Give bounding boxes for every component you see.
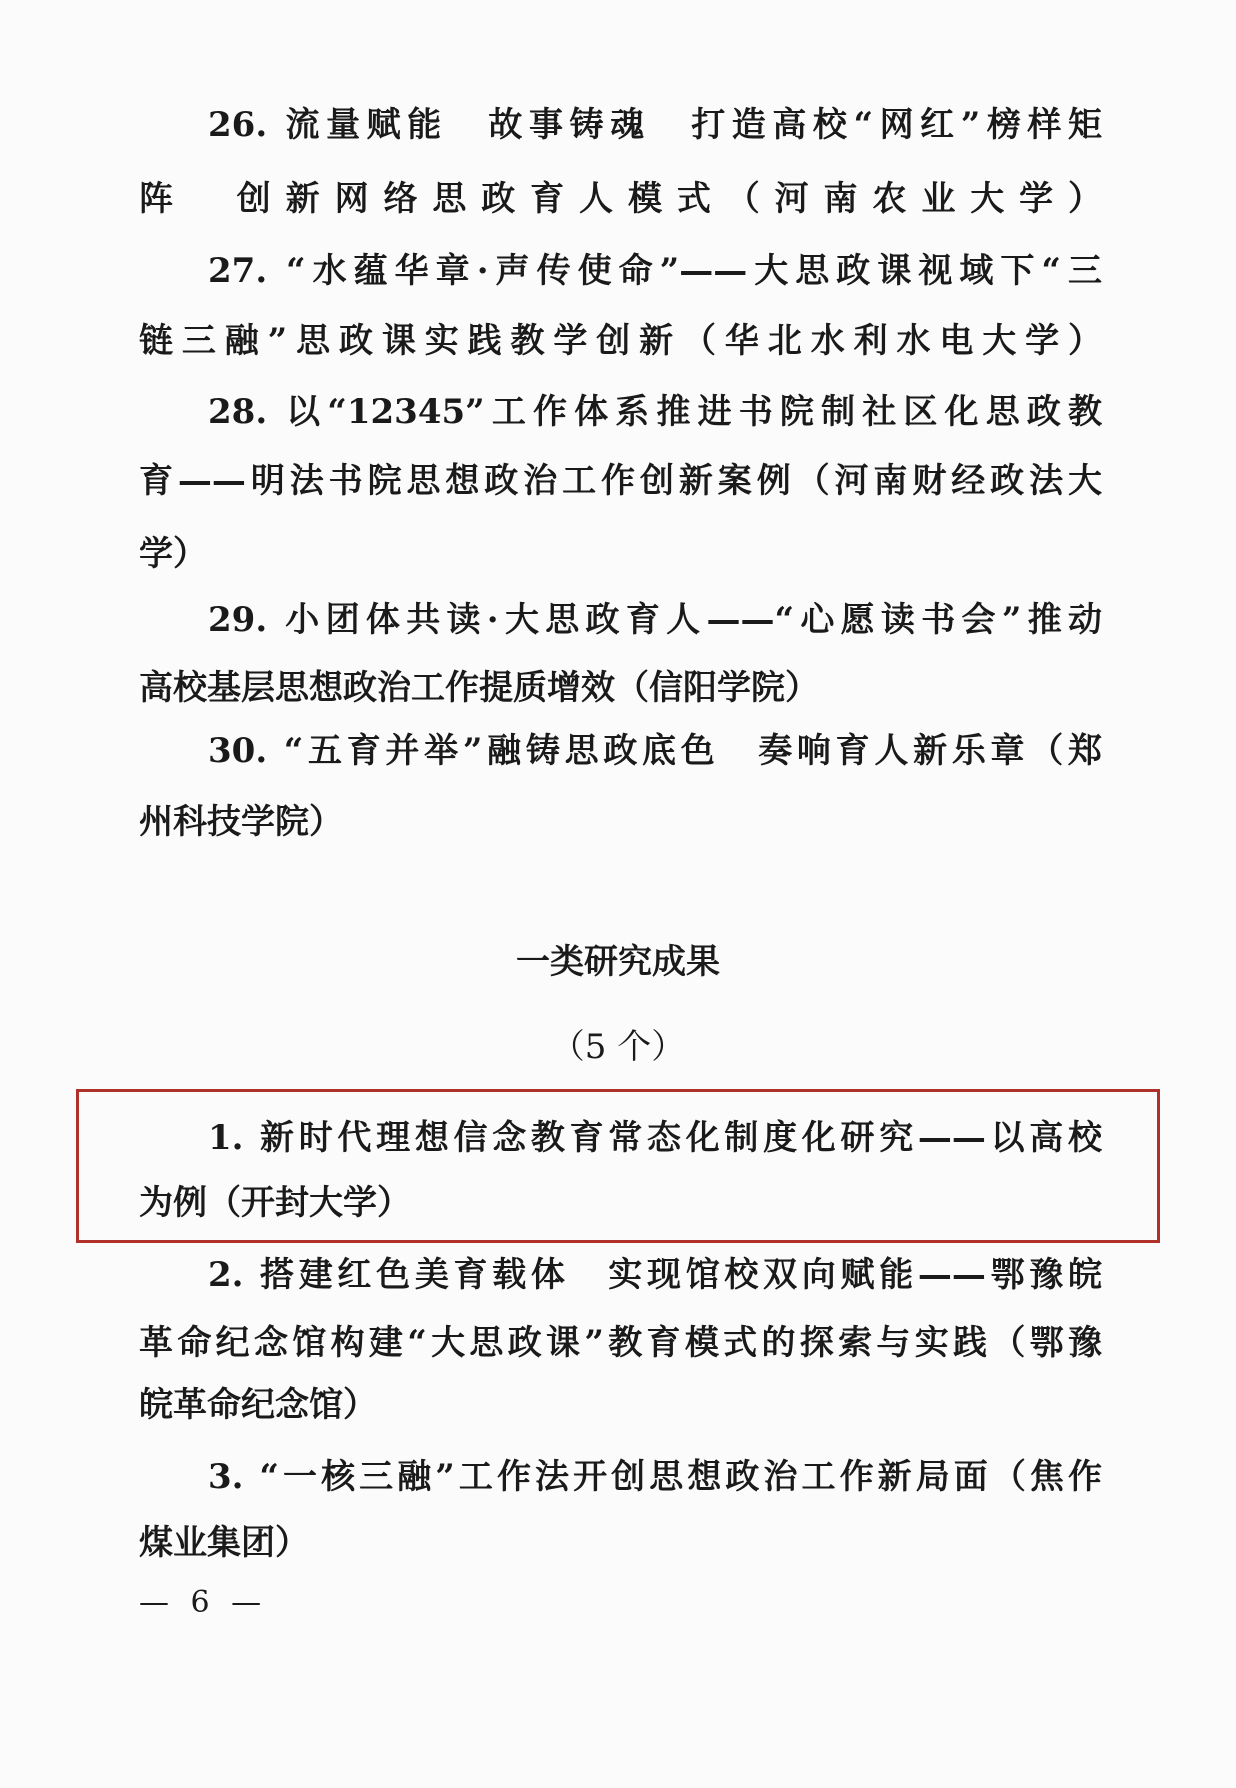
item-line: 为例（开封大学） (139, 1183, 411, 1223)
item-line: 链三融”思政课实践教学创新（华北水利水电大学） (139, 321, 1102, 361)
page-number: — 6 — (139, 1585, 268, 1620)
section-title: 一类研究成果 (516, 942, 720, 982)
item-line: 皖革命纪念馆） (139, 1385, 377, 1425)
item-line: 阵 创新网络思政育人模式（河南农业大学） (139, 179, 1102, 219)
item-line: 29. 小团体共读·大思政育人——“心愿读书会”推动 (208, 600, 1102, 640)
item-line: 27. “水蕴华章·声传使命”——大思政课视域下“三 (208, 251, 1102, 291)
item-line: 26. 流量赋能 故事铸魂 打造高校“网红”榜样矩 (208, 105, 1102, 145)
item-line: 1. 新时代理想信念教育常态化制度化研究——以高校 (208, 1118, 1102, 1158)
item-line: 学） (139, 534, 207, 574)
item-line: 煤业集团） (139, 1523, 309, 1563)
item-line: 育——明法书院思想政治工作创新案例（河南财经政法大 (139, 461, 1102, 501)
item-line: 州科技学院） (139, 802, 343, 842)
item-line: 30. “五育并举”融铸思政底色 奏响育人新乐章（郑 (208, 731, 1102, 771)
item-line: 2. 搭建红色美育载体 实现馆校双向赋能——鄂豫皖 (208, 1255, 1102, 1295)
item-line: 28. 以“12345”工作体系推进书院制社区化思政教 (208, 392, 1102, 432)
section-count: （5 个） (550, 1027, 686, 1067)
item-line: 3. “一核三融”工作法开创思想政治工作新局面（焦作 (208, 1457, 1102, 1497)
item-line: 革命纪念馆构建“大思政课”教育模式的探索与实践（鄂豫 (139, 1323, 1102, 1363)
item-line: 高校基层思想政治工作提质增效（信阳学院） (139, 668, 819, 708)
